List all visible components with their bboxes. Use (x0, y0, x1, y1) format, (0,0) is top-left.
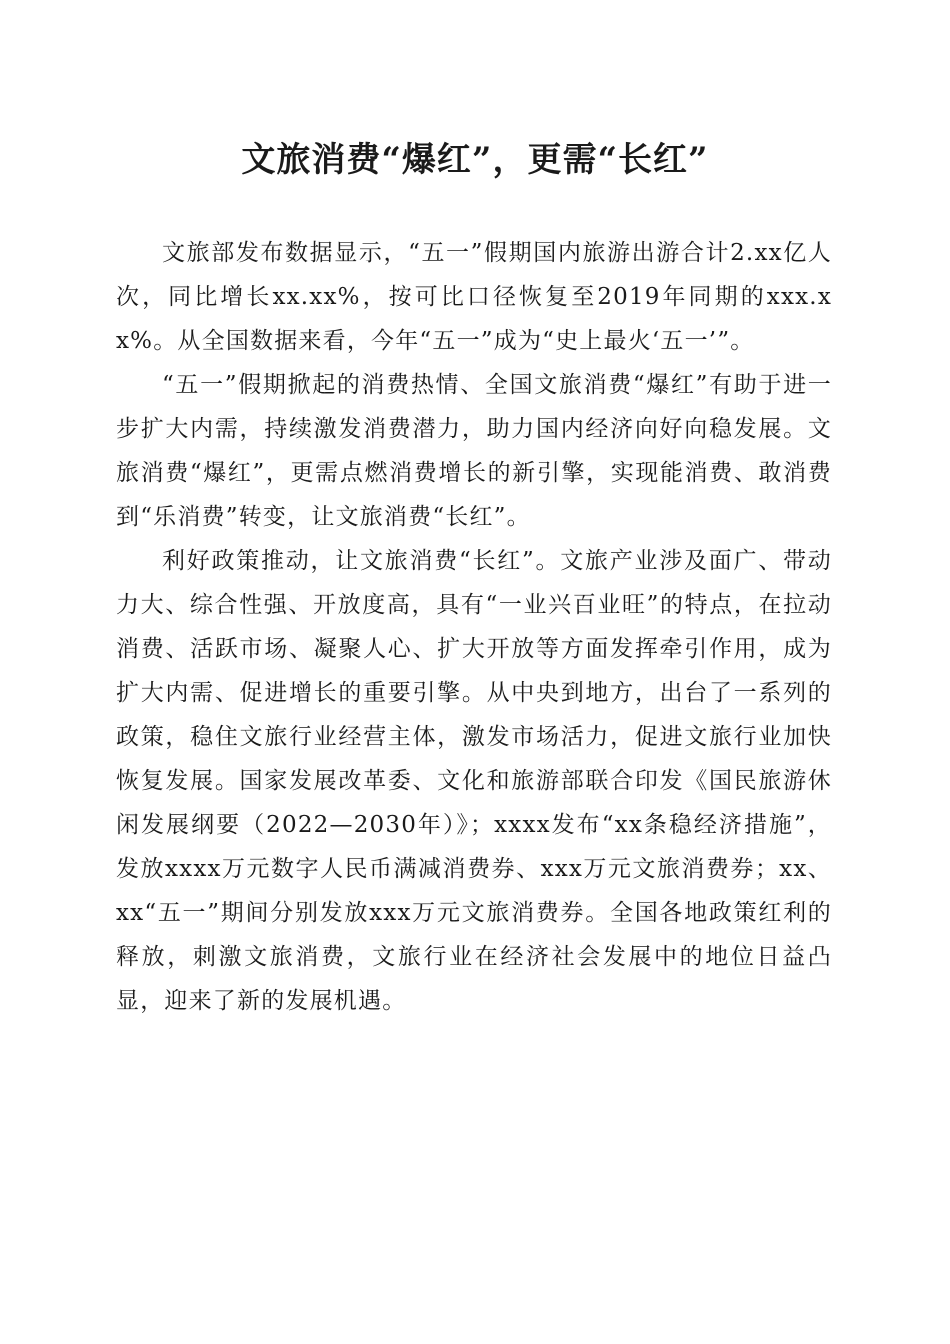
paragraph-1: 文旅部发布数据显示，“五一”假期国内旅游出游合计2.xx亿人次，同比增长xx.xx%，按可比口径恢复至2019年同期的xxx.xx%。从全国数据来看，今年“五一”成为“史上最火‘五一’”。 (116, 240, 832, 354)
paragraph-3: 利好政策推动，让文旅消费“长红”。文旅产业涉及面广、带动力大、综合性强、开放度高，具有“一业兴百业旺”的特点，在拉动消费、活跃市场、凝聚人心、扩大开放等方面发挥牵引作用，成为扩大内需、促进增长的重要引擎。从中央到地方，出台了一系列的政策，稳住文旅行业经营主体，激发市场活力，促进文旅行业加快恢复发展。国家发展改革委、文化和旅游部联合印发《国民旅游休闲发展纲要（2022—2030年）》；xxxx发布“xx条稳经济措施”，发放xxxx万元数字人民币满减消费券、xxx万元文旅消费券；xx、xx“五一”期间分别发放xxx万元文旅消费券。全国各地政策红利的释放，刺激文旅消费，文旅行业在经济社会发展中的地位日益凸显，迎来了新的发展机遇。 (116, 548, 832, 1014)
document-body (116, 231, 832, 1023)
paragraph-2: “五一”假期掀起的消费热情、全国文旅消费“爆红”有助于进一步扩大内需，持续激发消费潜力，助力国内经济向好向稳发展。文旅消费“爆红”，更需点燃消费增长的新引擎，实现能消费、敢消费到“乐消费”转变，让文旅消费“长红”。 (116, 372, 832, 530)
document-title: 文旅消费“爆红”，更需“长红” (241, 140, 709, 180)
